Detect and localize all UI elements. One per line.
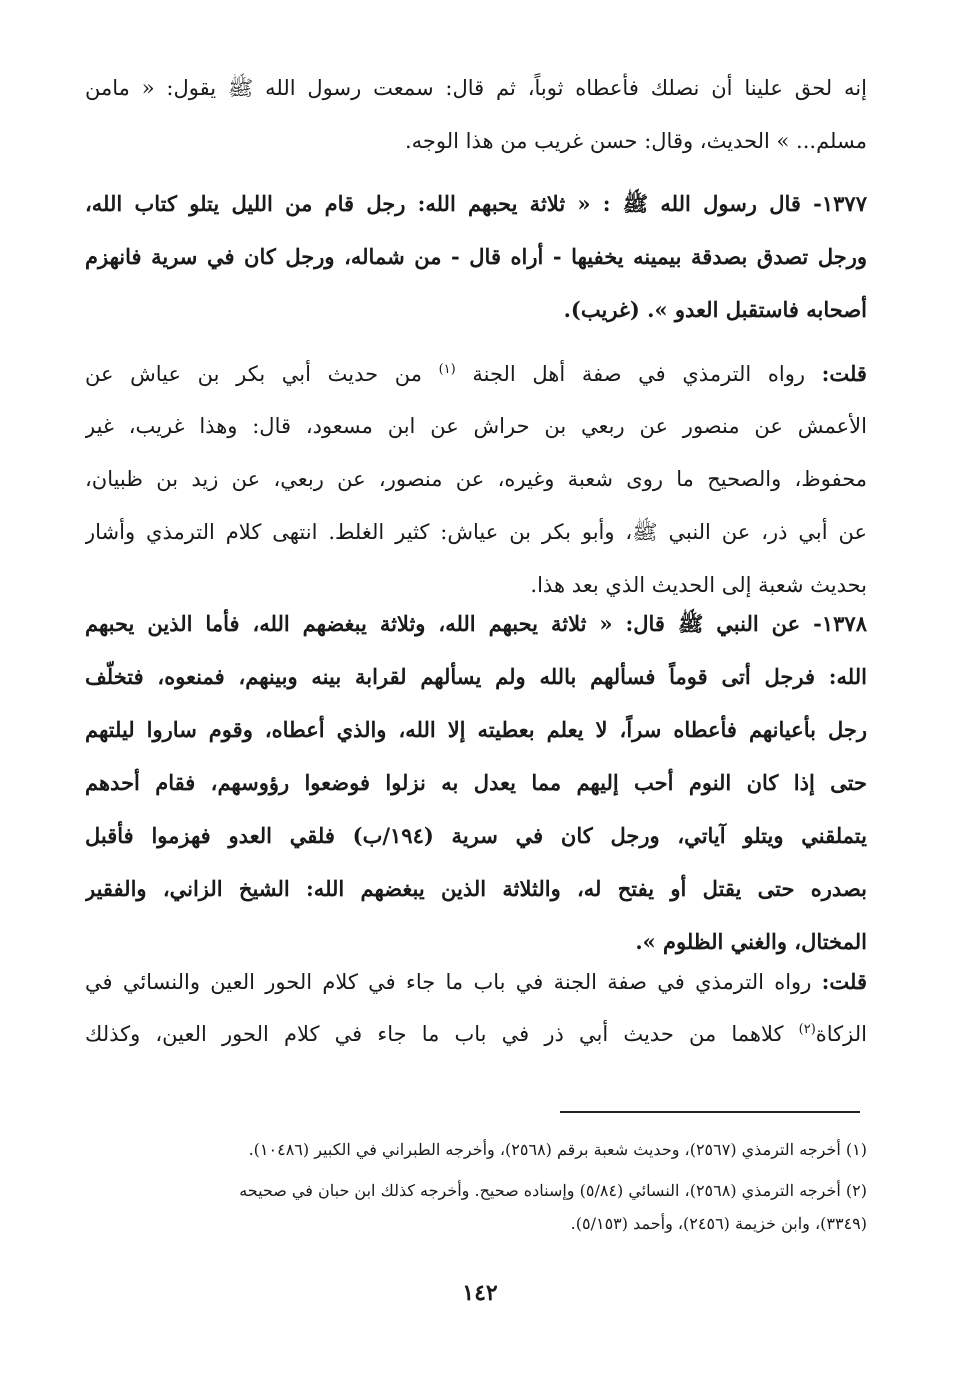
text-line: ١٣٧٨- عن النبي ﷺ قال: « ثلاثة يحبهم الله، وثلاثة يبغضهم الله، فأما الذين يحبهم bbox=[85, 611, 867, 636]
hadith-1378 bbox=[85, 597, 867, 968]
footnote-2-continued: (٣٣٤٩)، وابن خزيمة (٢٤٥٦)، وأحمد (٥/١٥٣). bbox=[570, 1214, 867, 1233]
text-line bbox=[85, 347, 867, 400]
text-line: الأعمش عن منصور عن ربعي بن حراش عن ابن مسعود، قال: وهذا غريب، غير bbox=[85, 414, 867, 438]
commentary-2 bbox=[85, 955, 867, 1061]
text-line: بحديث شعبة إلى الحديث الذي بعد هذا. bbox=[530, 573, 867, 597]
commentary-lead: قلت: bbox=[821, 969, 867, 994]
hadith-1377 bbox=[85, 177, 867, 336]
text-line: عن أبي ذر، عن النبي ﷺ، وأبو بكر بن عياش: كثير الغلط. انتهى كلام الترمذي وأشار bbox=[85, 520, 867, 544]
text-line: بصدره حتى يقتل أو يفتح له، والثلاثة الذين يبغضهم الله: الشيخ الزاني، والفقير bbox=[85, 876, 867, 901]
text-segment: الزكاة bbox=[815, 1022, 867, 1046]
text-line bbox=[85, 955, 867, 1008]
text-segment: رواه الترمذي في صفة أهل الجنة bbox=[472, 362, 822, 386]
text-line: أصحابه فاستقبل العدو ». (غريب). bbox=[563, 297, 867, 322]
text-line: ١٣٧٧- قال رسول الله ﷺ : « ثلاثة يحبهم الله: رجل قام من الليل يتلو كتاب الله، bbox=[85, 191, 867, 216]
footnote-ref-1[interactable]: (١) bbox=[438, 362, 456, 377]
text-line: رجل بأعيانهم فأعطاه سراً، لا يعلم بعطيته إلا الله، والذي أعطاه، وقوم ساروا ليلتهم bbox=[85, 717, 867, 742]
text-line: إنه لحق علينا أن نصلك فأعطاه ثوباً، ثم قال: سمعت رسول الله ﷺ يقول: « مامن bbox=[85, 76, 867, 100]
text-line: يتملقني ويتلو آياتي، ورجل كان في سرية (١٩٤/ب) فلقي العدو فهزموا فأقبل bbox=[85, 823, 867, 848]
footnote-1: (١) أخرجه الترمذي (٢٥٦٧)، وحديث شعبة برقم (٢٥٦٨)، وأخرجه الطبراني في الكبير (١٠٤٨٦). bbox=[248, 1140, 867, 1159]
paragraph-intro bbox=[85, 62, 867, 168]
text-line: محفوظ، والصحيح ما روى شعبة وغيره، عن منصور، عن ربعي، عن زيد بن ظبيان، bbox=[85, 467, 867, 491]
commentary-lead: قلت: bbox=[821, 361, 867, 386]
text-line bbox=[85, 1008, 867, 1061]
text-line: ورجل تصدق بصدقة بيمينه يخفيها - أراه قال - من شماله، ورجل كان في سرية فانهزم bbox=[85, 244, 867, 269]
page-number: ١٤٢ bbox=[462, 1280, 498, 1306]
footnote-ref-2[interactable]: (٢) bbox=[798, 1022, 816, 1037]
text-segment: رواه الترمذي في صفة الجنة في باب ما جاء في كلام الحور العين والنسائي في bbox=[85, 970, 822, 994]
text-line: حتى إذا كان النوم أحب إليهم مما يعدل به نزلوا فوضعوا رؤوسهم، فقام أحدهم bbox=[85, 770, 867, 795]
text-line: الله: فرجل أتى قوماً فسألهم بالله ولم يسألهم لقرابة بينه وبينهم، فمنعوه، فتخلّف bbox=[85, 664, 867, 689]
footnote-2: (٢) أخرجه الترمذي (٢٥٦٨)، النسائي (٥/٨٤) وإسناده صحيح. وأخرجه كذلك ابن حبان في صحيحه bbox=[239, 1181, 867, 1200]
commentary-1 bbox=[85, 347, 867, 612]
text-segment: من حديث أبي بكر بن عياش عن bbox=[85, 362, 439, 386]
text-line: المختال، والغني الظلوم ». bbox=[635, 929, 867, 954]
footnote-divider bbox=[560, 1111, 860, 1113]
text-line: مسلم... » الحديث، وقال: حسن غريب من هذا الوجه. bbox=[404, 129, 867, 153]
text-segment: كلاهما من حديث أبي ذر في باب ما جاء في كلام الحور العين، وكذلك bbox=[85, 1022, 799, 1046]
